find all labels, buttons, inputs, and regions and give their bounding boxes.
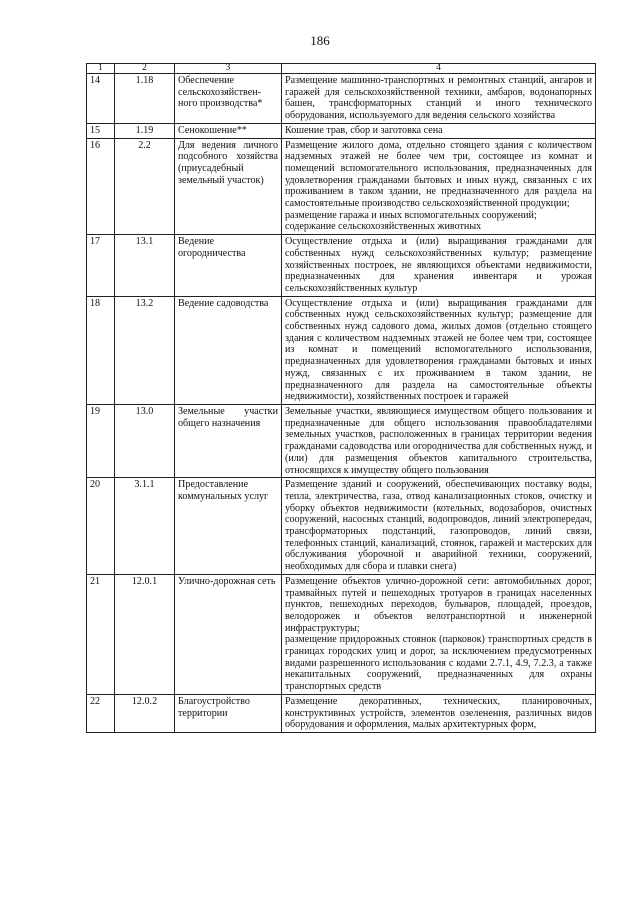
row-description-cell [282,123,596,138]
table-row [87,123,596,138]
row-name-cell: Для ведения личного подсобного хозяйства (приусадебный земельный участок) [175,138,282,235]
header-cell: 2 [115,64,175,74]
row-description-cell [282,235,596,297]
row-code-cell: 1.18 [115,74,175,124]
table-row [87,478,596,575]
header-cell: 1 [87,64,115,74]
row-number-cell: 16 [87,138,115,235]
description-paragraph: Размещение машинно-транспортных и ремонтных станций, ангаров и гаражей для сельскохозяйственной техники, амбаров, водонапорных башен, трансформаторных станций и иного технического оборудования, используемого для ведения сельского хозяйства [285,75,592,122]
row-name-cell: Обеспечение сельскохозяйствен-ного производства* [175,74,282,124]
row-code-cell: 12.0.1 [115,574,175,694]
table-row [87,694,596,732]
row-code-cell: 13.2 [115,296,175,404]
row-name-cell: Улично-дорожная сеть [175,574,282,694]
page-number: 186 [310,33,330,48]
row-description-cell [282,74,596,124]
row-code-cell: 13.1 [115,235,175,297]
description-paragraph: размещение гаража и иных вспомогательных сооружений; [285,209,537,221]
row-code-cell: 3.1.1 [115,478,175,575]
row-description-cell [282,478,596,575]
row-description-cell [282,694,596,732]
description-paragraph: Кошение трав, сбор и заготовка сена [285,124,443,136]
row-name-cell: Ведение огородничества [175,235,282,297]
row-number-cell: 19 [87,404,115,477]
row-name-cell: Благоустройство территории [175,694,282,732]
row-number-cell: 20 [87,478,115,575]
row-name-cell: Предоставление коммунальных услуг [175,478,282,575]
description-paragraph: содержание сельскохозяйственных животных [285,221,482,233]
description-paragraph: Размещение жилого дома, отдельно стоящего здания с количеством надземных этажей не более чем три, состоящее из комнат и помещений вспомогательного использования, предназначенных для удовлетворения гражданами бытовых и иных нужд, связанных с их проживанием в таком здании, не предназначенного для раздела на самостоятельные производство сельскохозяйственной продукции; [285,139,592,210]
description-paragraph: Размещение декоративных, технических, планировочных, конструктивных устройств, элементов озеленения, различных видов оборудования и оформления, малых архитектурных форм, [285,695,592,731]
description-paragraph: Размещение зданий и сооружений, обеспечивающих поставку воды, тепла, электричества, газа, отвод канализационных стоков, очистку и уборку объектов недвижимости (котельных, водозаборов, очистных сооружений, насосных станций, водопроводов, линий электропередач, трансформаторных подстанций, газопроводов, линий связи, телефонных станций, канализаций, стоянок, гаражей и мастерских для обслуживания уборочной и аварийной техники, сооружений, необходимых для сбора и плавки снега) [285,479,592,573]
row-description-cell [282,574,596,694]
row-description-cell [282,138,596,235]
table-row [87,138,596,235]
row-name-cell: Сенокошение** [175,123,282,138]
row-number-cell: 21 [87,574,115,694]
header-cell: 3 [175,64,282,74]
table-row [87,74,596,124]
description-paragraph: Осуществление отдыха и (или) выращивания гражданами для собственных нужд сельскохозяйственных культур; размещение для собственных нужд садового дома, жилых домов (отдельно стоящего здания с количеством надземных этажей не более чем три, состоящее из комнат и помещений вспомогательного использования, предназначенных для удовлетворения гражданами бытовых и иных нужд, связанных с их проживанием в таком здании, не предназначенного для раздела на самостоятельные объекты недвижимости), хозяйственных построек и гаражей [285,297,592,403]
row-number-cell: 17 [87,235,115,297]
description-paragraph: размещение придорожных стоянок (парковок) транспортных средств в границах городских улиц и дорог, за исключением предусмотренных видами разрешенного использования с кодами 2.7.1, 4.9, 7.2.3, а также некапитальных сооружений, предназначенных для охраны транспортных средств [285,634,592,693]
row-description-cell [282,404,596,477]
row-name-cell: Земельные участки общего назначения [175,404,282,477]
row-code-cell: 12.0.2 [115,694,175,732]
row-number-cell: 15 [87,123,115,138]
description-paragraph: Земельные участки, являющиеся имуществом общего пользования и предназначенные для общего использования правообладателями земельных участков, расположенных в границах территории ведения гражданами садоводства или огородничества для собственных нужд, и (или) для размещения объектов капитального строительства, относящихся к имуществу общего пользования [285,405,592,476]
description-paragraph: Осуществление отдыха и (или) выращивания гражданами для собственных нужд сельскохозяйственных культур; размещение хозяйственных построек, не являющихся объектами недвижимости, предназначенных для хранения инвентаря и урожая сельскохозяйственных культур [285,236,592,294]
row-code-cell: 13.0 [115,404,175,477]
table-row [87,574,596,694]
row-code-cell: 1.19 [115,123,175,138]
row-name-cell: Ведение садоводства [175,296,282,404]
land-use-table [86,63,596,733]
table-row [87,296,596,404]
table-header-row [87,64,596,74]
row-number-cell: 18 [87,296,115,404]
table-row [87,235,596,297]
row-description-cell [282,296,596,404]
header-cell: 4 [282,64,596,74]
description-paragraph: Размещение объектов улично-дорожной сети: автомобильных дорог, трамвайных путей и пешеходных тротуаров в границах населенных пунктов, пешеходных переходов, бульваров, площадей, проездов, велодорожек и объектов велотранспортной и инженерной инфраструктуры; [285,575,592,634]
row-code-cell: 2.2 [115,138,175,235]
row-number-cell: 14 [87,74,115,124]
table-row [87,404,596,477]
row-number-cell: 22 [87,694,115,732]
